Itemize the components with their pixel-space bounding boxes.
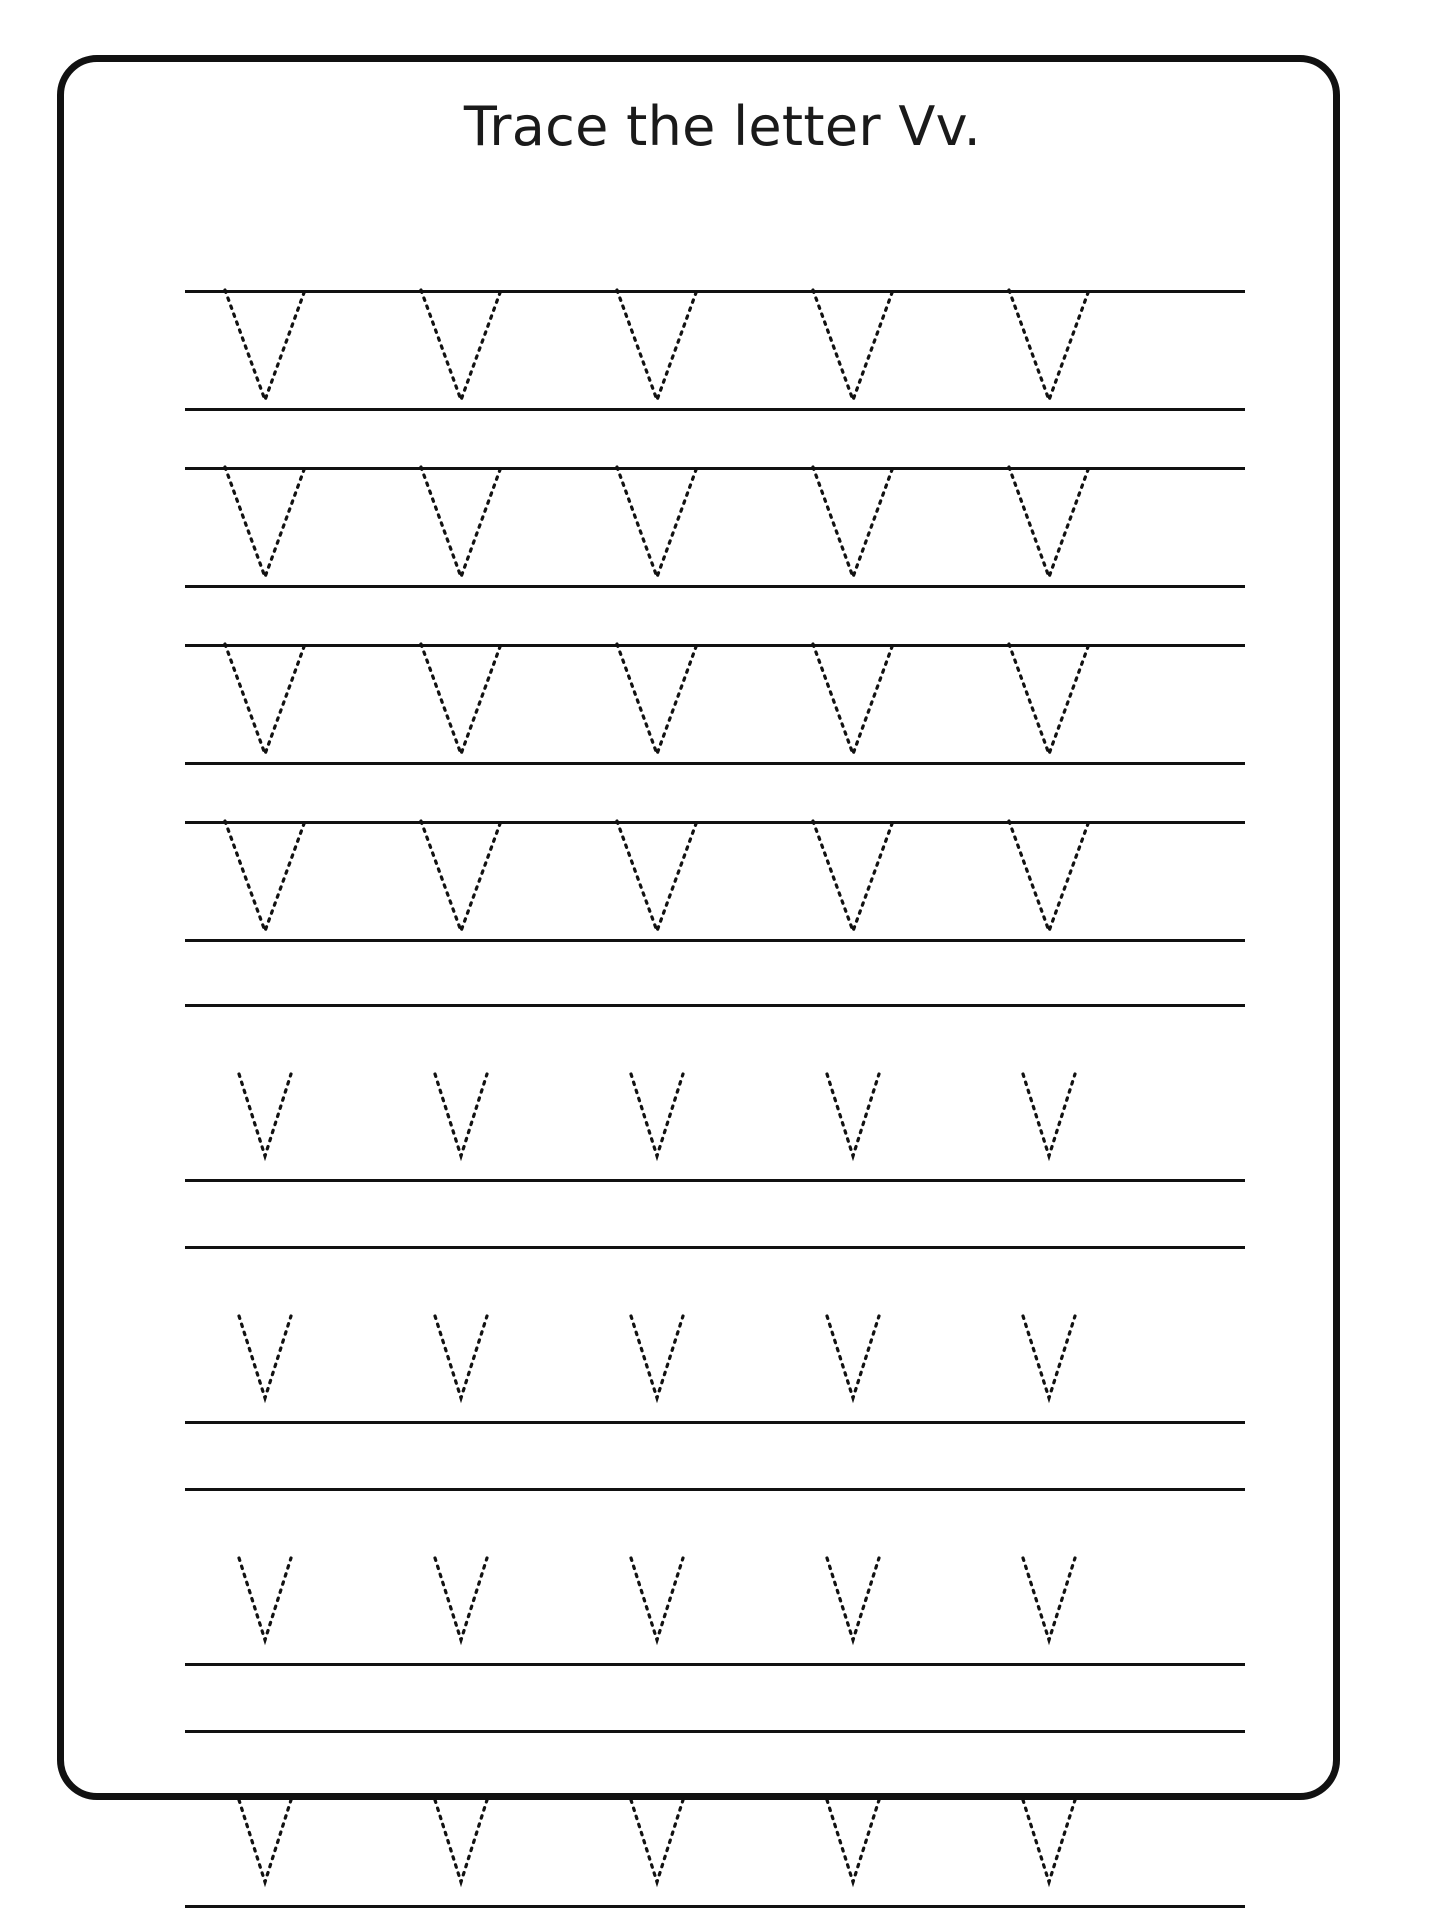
tracing-letter-uppercase-v[interactable] bbox=[969, 813, 1165, 943]
letter-group bbox=[185, 459, 1245, 589]
tracing-letter-lowercase-v[interactable] bbox=[773, 1306, 969, 1426]
letter-group bbox=[185, 1548, 1245, 1668]
guide-line-top bbox=[185, 1488, 1245, 1491]
tracing-letter-lowercase-v[interactable] bbox=[969, 1790, 1165, 1910]
tracing-letter-uppercase-v[interactable] bbox=[381, 813, 577, 943]
tracing-letter-uppercase-v[interactable] bbox=[969, 282, 1165, 412]
tracing-letter-lowercase-v[interactable] bbox=[577, 1548, 773, 1668]
tracing-letter-uppercase-v[interactable] bbox=[577, 813, 773, 943]
tracing-letter-uppercase-v[interactable] bbox=[381, 459, 577, 589]
tracing-letter-lowercase-v[interactable] bbox=[381, 1548, 577, 1668]
letter-group bbox=[185, 1064, 1245, 1184]
tracing-letter-lowercase-v[interactable] bbox=[577, 1306, 773, 1426]
letter-group bbox=[185, 1306, 1245, 1426]
tracing-letter-uppercase-v[interactable] bbox=[577, 282, 773, 412]
tracing-letter-lowercase-v[interactable] bbox=[773, 1064, 969, 1184]
trace-row[interactable] bbox=[185, 821, 1245, 944]
tracing-letter-lowercase-v[interactable] bbox=[969, 1306, 1165, 1426]
tracing-letter-lowercase-v[interactable] bbox=[381, 1790, 577, 1910]
trace-row[interactable] bbox=[185, 1488, 1245, 1668]
tracing-letter-uppercase-v[interactable] bbox=[773, 636, 969, 766]
tracing-letter-uppercase-v[interactable] bbox=[381, 282, 577, 412]
letter-group bbox=[185, 636, 1245, 766]
tracing-letter-lowercase-v[interactable] bbox=[969, 1548, 1165, 1668]
tracing-letter-lowercase-v[interactable] bbox=[381, 1064, 577, 1184]
tracing-letter-lowercase-v[interactable] bbox=[185, 1306, 381, 1426]
tracing-letter-lowercase-v[interactable] bbox=[773, 1790, 969, 1910]
tracing-letter-uppercase-v[interactable] bbox=[969, 636, 1165, 766]
tracing-letter-lowercase-v[interactable] bbox=[969, 1064, 1165, 1184]
tracing-letter-lowercase-v[interactable] bbox=[185, 1064, 381, 1184]
letter-group bbox=[185, 1790, 1245, 1910]
guide-line-top bbox=[185, 1730, 1245, 1733]
trace-row[interactable] bbox=[185, 1730, 1245, 1910]
guide-line-top bbox=[185, 1004, 1245, 1007]
trace-row[interactable] bbox=[185, 467, 1245, 590]
tracing-letter-uppercase-v[interactable] bbox=[185, 636, 381, 766]
tracing-rows bbox=[185, 290, 1245, 1922]
tracing-letter-lowercase-v[interactable] bbox=[185, 1548, 381, 1668]
page-title: Trace the letter Vv. bbox=[463, 95, 982, 158]
tracing-letter-lowercase-v[interactable] bbox=[381, 1306, 577, 1426]
tracing-letter-lowercase-v[interactable] bbox=[577, 1064, 773, 1184]
tracing-letter-lowercase-v[interactable] bbox=[577, 1790, 773, 1910]
guide-line-top bbox=[185, 1246, 1245, 1249]
letter-group bbox=[185, 282, 1245, 412]
tracing-letter-uppercase-v[interactable] bbox=[577, 636, 773, 766]
tracing-letter-uppercase-v[interactable] bbox=[185, 459, 381, 589]
tracing-letter-uppercase-v[interactable] bbox=[185, 282, 381, 412]
tracing-letter-uppercase-v[interactable] bbox=[185, 813, 381, 943]
tracing-letter-uppercase-v[interactable] bbox=[773, 282, 969, 412]
trace-row[interactable] bbox=[185, 644, 1245, 767]
tracing-letter-lowercase-v[interactable] bbox=[185, 1790, 381, 1910]
tracing-letter-uppercase-v[interactable] bbox=[773, 813, 969, 943]
tracing-letter-uppercase-v[interactable] bbox=[773, 459, 969, 589]
trace-row[interactable] bbox=[185, 1246, 1245, 1426]
letter-group bbox=[185, 813, 1245, 943]
tracing-letter-uppercase-v[interactable] bbox=[969, 459, 1165, 589]
tracing-letter-lowercase-v[interactable] bbox=[773, 1548, 969, 1668]
tracing-letter-uppercase-v[interactable] bbox=[577, 459, 773, 589]
trace-row[interactable] bbox=[185, 1004, 1245, 1184]
trace-row[interactable] bbox=[185, 290, 1245, 413]
tracing-letter-uppercase-v[interactable] bbox=[381, 636, 577, 766]
